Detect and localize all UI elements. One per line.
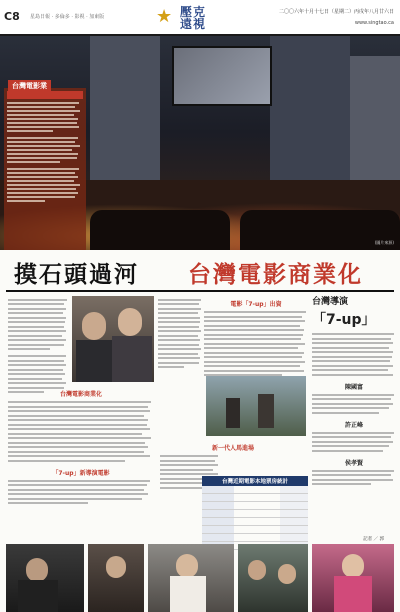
subhead-middle-low: 新一代人馬進場 [211, 445, 254, 452]
star-icon: ★ [156, 6, 173, 27]
body-column-2 [158, 296, 202, 371]
film-still [312, 544, 394, 612]
film-still-photo [206, 376, 306, 436]
table-row [202, 486, 308, 494]
masthead-title: 壓克遠視 [180, 5, 207, 31]
sidebar-title-line2: 「7-up」 [312, 312, 376, 328]
subhead-left: 台灣電影商業化 [59, 391, 102, 398]
director-sidebar [312, 294, 396, 554]
table-row [202, 518, 308, 526]
table-row [202, 510, 308, 518]
sidebar-section-2: 許正峰 [344, 421, 363, 429]
film-stills-strip [0, 544, 400, 612]
headline [14, 256, 390, 288]
actors-photo [72, 296, 154, 382]
subhead-middle-top: 電影「7-up」出資 [230, 301, 282, 308]
subhead-left-low: 「7-up」新導演電影 [52, 469, 110, 477]
building [270, 36, 350, 196]
sidebar-section-1: 陳國富 [344, 383, 363, 391]
sidebar-section-3: 侯孝賢 [344, 459, 363, 467]
hero-photo [0, 36, 400, 250]
intro-bar [7, 91, 83, 99]
box-office-table [202, 476, 308, 550]
intro-text-box [4, 88, 86, 250]
film-still [148, 544, 234, 612]
body-column-1b [8, 386, 154, 507]
photo-credit: (圖片來源) [374, 240, 394, 245]
table-title: 台灣近期電影本地票房統計 [202, 476, 308, 486]
table-row [202, 534, 308, 542]
film-still [238, 544, 308, 612]
table-row [202, 502, 308, 510]
page-number: C8 [4, 10, 20, 23]
headline-part1: 摸石頭過河 [14, 261, 139, 288]
building [350, 56, 400, 196]
kicker-label: 台灣電影業 [8, 80, 51, 92]
body-column-1 [8, 296, 68, 396]
website-text: www.singtao.ca [354, 20, 394, 26]
table-row [202, 494, 308, 502]
sidebar-title-line1: 台灣導演 [312, 297, 349, 307]
byline: 記者 ／ 郭 [363, 537, 384, 542]
edition-line: 星島日報 · 多倫多 · 影視 · 加東版 [30, 14, 105, 20]
crowd [90, 210, 230, 250]
body-column-3 [204, 296, 308, 379]
billboard-screen [172, 46, 272, 106]
masthead [150, 2, 218, 32]
film-still [6, 544, 84, 612]
building [90, 36, 160, 186]
film-still [88, 544, 144, 612]
headline-part2: 台灣電影商業化 [188, 261, 363, 288]
page-header [0, 0, 400, 36]
date-line: 二〇〇六年十月十七日（星期二）丙戌年八月廿六日 [278, 9, 394, 15]
headline-rule [6, 290, 394, 292]
table-row [202, 526, 308, 534]
